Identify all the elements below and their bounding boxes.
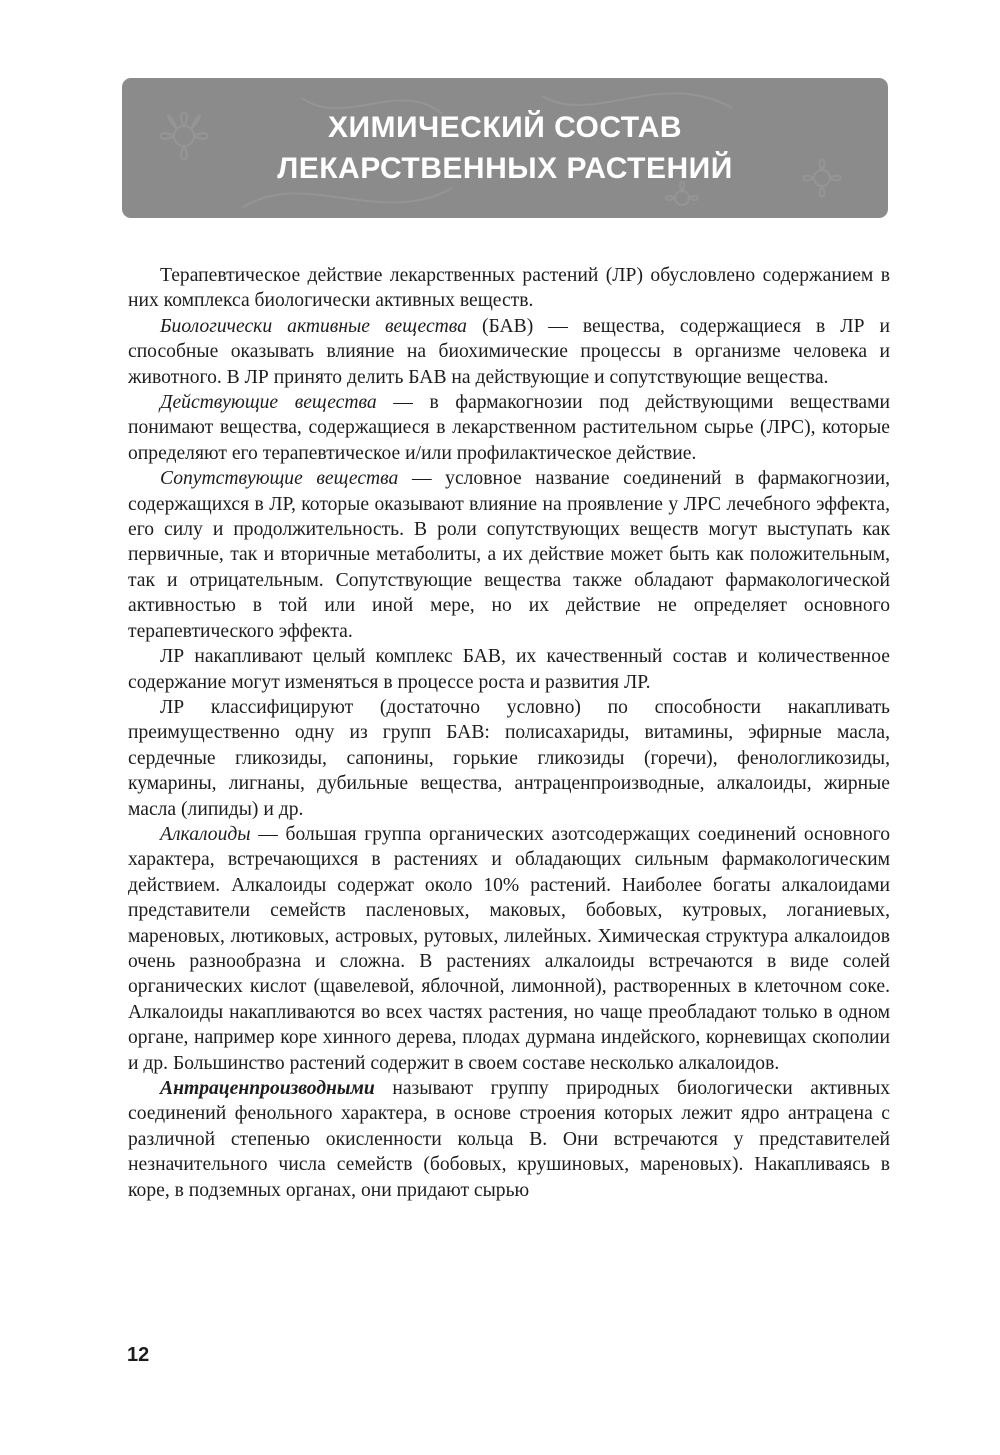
term-lead: Биологически активные вещества — [160, 315, 467, 337]
paragraph-text: — условное название соединений в фармакогнозии, содержащихся в ЛР, которые оказывают влияние на проявление у ЛРС лечебного эффекта, его силу и продолжительность. В роли сопутствующих веществ могут выступать как первичные, так и вторичные метаболиты, а их действие может быть как положительным, так и отрицательным. Сопутствующие вещества также обладают фармакологической активностью в той или иной мере, но их действие не определяет основного терапевтического эффекта. — [128, 468, 890, 642]
paragraph — [128, 1076, 890, 1203]
paragraph-text: называют группу природных биологически активных соединений фенольного характера, в основе строения которых лежит ядро антрацена с различной степенью окисленности кольца В. Они встречаются у представителей незначительного числа семейств (бобовых, крушиновых, мареновых). Накапливаясь в коре, в подземных органах, они придают сырью — [128, 1078, 890, 1201]
chapter-title-line-1: ХИМИЧЕСКИЙ СОСТАВ — [327, 111, 683, 144]
body-text — [128, 263, 890, 1203]
paragraph-text: — большая группа органических азотсодержащих соединений основного характера, встречающихся в растениях и обладающих сильным фармакологическим действием. Алкалоиды содержат около 10% растений. Наиболее богаты алкалоидами представители семейств пасленовых, маковых, бобовых, кутровых, логаниевых, мареновых, лютиковых, астровых, рутовых, лилейных. Химическая структура алкалоидов очень разнообразна и сложна. В растениях алкалоиды встречаются в виде солей органических кислот (щавелевой, яблочной, лимонной), растворенных в клеточном соке. Алкалоиды накапливаются во всех частях растения, но чаще преобладают только в одном органе, например коре хинного дерева, плодах дурмана индейского, корневищах скополии и др. Большинство растений содержит в своем составе несколько алкалоидов. — [128, 823, 890, 1074]
paragraph-text: — в фармакогнозии под действующими веществами понимают вещества, содержащиеся в лекарственном растительном сырье (ЛРС), которые определяют его терапевтическое и/или профилактическое действие. — [128, 392, 890, 464]
term-lead: Алкалоиды — [160, 823, 251, 845]
page-number: 12 — [127, 1344, 150, 1366]
chapter-title-line-2: ЛЕКАРСТВЕННЫХ РАСТЕНИЙ — [277, 152, 733, 185]
paragraph — [128, 390, 890, 466]
paragraph — [128, 644, 890, 695]
paragraph-text: Терапевтическое действие лекарственных растений (ЛР) обусловлено содержанием в них комплекса биологически активных веществ. — [128, 265, 890, 312]
paragraph-text: ЛР накапливают целый комплекс БАВ, их качественный состав и количественное содержание могут изменяться в процессе роста и развития ЛР. — [128, 646, 890, 693]
paragraph — [128, 695, 890, 822]
paragraph — [128, 466, 890, 644]
term-lead: Сопутствующие вещества — [160, 468, 399, 490]
paragraph-text: (БАВ) — вещества, содержащиеся в ЛР и способные оказывать влияние на биохимические процессы в организме человека и животного. В ЛР принято делить БАВ на действующие и сопутствующие вещества. — [128, 315, 890, 388]
paragraph-text: ЛР классифицируют (достаточно условно) по способности накапливать преимущественно одну из групп БАВ: полисахариды, витамины, эфирные масла, сердечные гликозиды, сапонины, горькие гликозиды (горечи), фенологликозиды, кумарины, лигнаны, дубильные вещества, антраценпроизводные, алкалоиды, жирные масла (липиды) и др. — [128, 696, 890, 820]
paragraph — [128, 263, 890, 314]
paragraph — [128, 822, 890, 1076]
term-lead: Действующие вещества — [160, 392, 377, 414]
term-lead: Антраценпроизводными — [160, 1078, 375, 1099]
paragraph — [128, 314, 890, 390]
chapter-header — [122, 78, 888, 218]
